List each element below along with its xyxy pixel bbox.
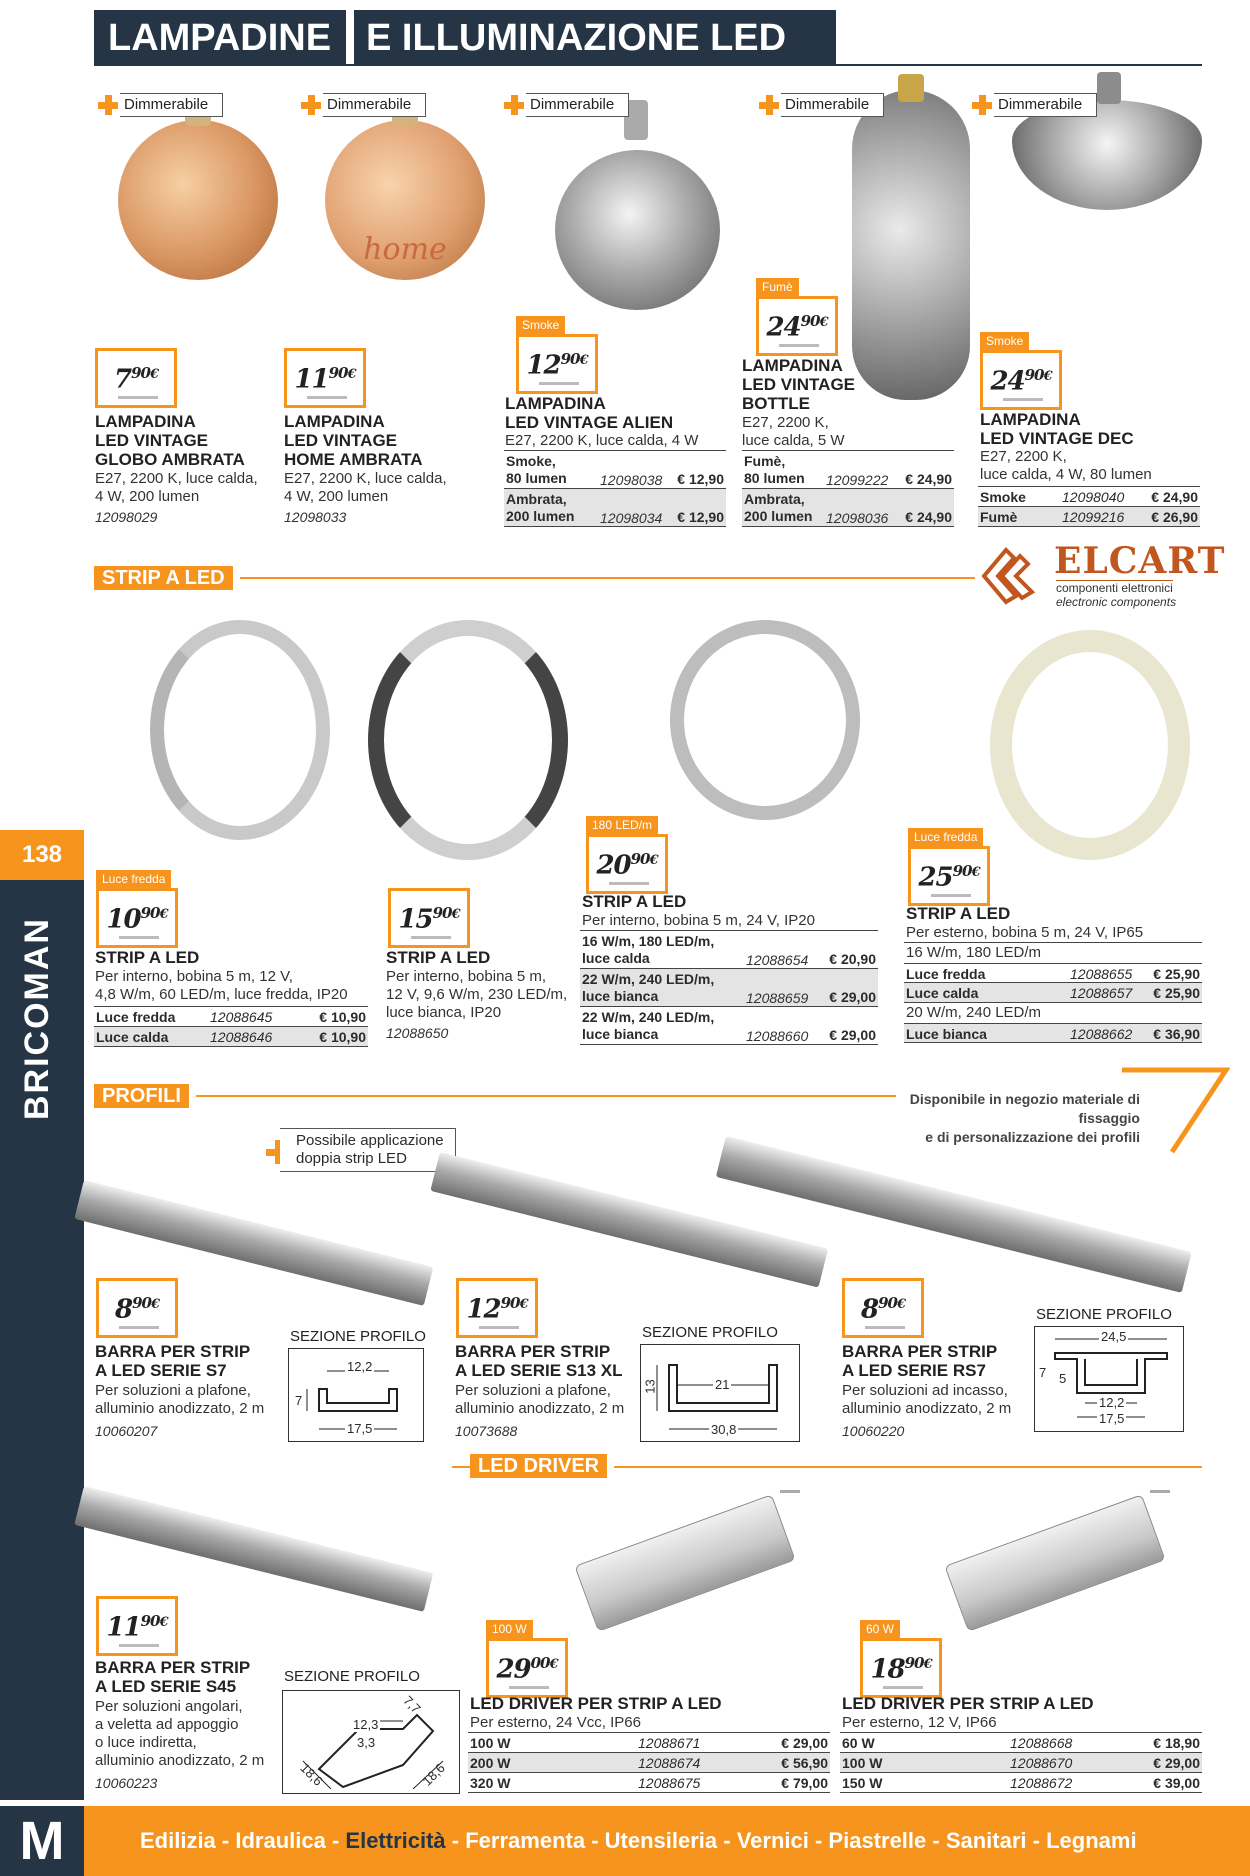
bulb-image-bottle xyxy=(852,90,970,400)
plus-icon xyxy=(299,93,323,117)
price-box xyxy=(284,348,366,408)
variant-code: 12098034 xyxy=(600,510,663,526)
footer-category: Edilizia xyxy=(140,1828,216,1853)
product-desc: E27, 2200 K, luce calda, 4 W, 80 lumen xyxy=(980,448,1152,483)
price-box xyxy=(756,296,838,356)
double-strip-badge xyxy=(266,1128,456,1172)
sidebar xyxy=(0,0,84,1876)
badge-text: Possibile applicazione doppia strip LED xyxy=(280,1128,456,1172)
price: $25^{90€}$ xyxy=(918,862,980,893)
product-title: STRIP A LED xyxy=(386,948,491,967)
product-title: LAMPADINA LED VINTAGE HOME AMBRATA xyxy=(284,412,423,469)
driver-image-1 xyxy=(574,1494,795,1632)
variant-row: 200 W 12088674 € 56,90 xyxy=(470,1755,828,1771)
variant-table xyxy=(504,450,726,526)
variant-table xyxy=(904,942,1202,1042)
profile-bar-image-4 xyxy=(74,1486,433,1612)
variant-table xyxy=(840,1732,1202,1791)
variant-row: 100 W 12088670 € 29,00 xyxy=(842,1755,1200,1771)
footer-category: Ferramenta xyxy=(465,1828,586,1853)
strip-image-1 xyxy=(150,620,330,840)
page-title-part1: LAMPADINE xyxy=(94,10,346,66)
dim-label: 7,7 xyxy=(400,1692,424,1717)
variant-row: Smoke 12098040 € 24,90 xyxy=(980,489,1198,505)
dimmable-label: Dimmerabile xyxy=(994,93,1097,117)
dim-label: 24,5 xyxy=(1101,1329,1127,1344)
product-desc: Per esterno, bobina 5 m, 24 V, IP65 xyxy=(906,924,1144,941)
dimmable-label: Dimmerabile xyxy=(526,93,629,117)
variant-row: 100 W 12088671 € 29,00 xyxy=(470,1735,828,1751)
product-desc: E27, 2200 K, luce calda, 4 W xyxy=(505,432,699,449)
price: $11^{90€}$ xyxy=(106,1612,168,1643)
section-profile-label: SEZIONE PROFILO xyxy=(284,1668,420,1685)
product-desc: E27, 2200 K, luce calda, 5 W xyxy=(742,414,845,449)
price: $29^{00€}$ xyxy=(496,1654,558,1685)
variant-code: 12098036 xyxy=(826,510,889,526)
price-box xyxy=(456,1278,538,1338)
variant-row xyxy=(742,451,954,489)
section-profile-label: SEZIONE PROFILO xyxy=(642,1324,778,1341)
bulb-cap-dec xyxy=(1097,72,1121,104)
profile-section-diagram xyxy=(282,1690,460,1794)
arrow-chevron-icon xyxy=(1120,1066,1230,1158)
driver-image-2 xyxy=(944,1494,1165,1632)
section-header-profili: PROFILI xyxy=(94,1084,189,1108)
section-rule xyxy=(614,1466,1202,1468)
price: $10^{90€}$ xyxy=(106,904,168,935)
price-box xyxy=(842,1278,924,1338)
footer-bar xyxy=(0,1806,1250,1876)
variant-tag: 100 W xyxy=(486,1620,533,1638)
page-number: 138 xyxy=(0,830,84,880)
variant-label: Ambrata, 200 lumen xyxy=(506,491,575,524)
elcart-logo xyxy=(976,540,1226,610)
variant-price: € 29,00 xyxy=(829,1027,876,1043)
variant-code: 12099222 xyxy=(826,472,889,488)
price-box xyxy=(486,1638,568,1698)
product-title: BARRA PER STRIP A LED SERIE RS7 xyxy=(842,1342,998,1380)
dim-label: 21 xyxy=(715,1377,730,1392)
section-rule xyxy=(452,1466,472,1468)
variant-table xyxy=(742,450,954,526)
variant-row: 60 W 12088668 € 18,90 xyxy=(842,1735,1200,1751)
elcart-mark-icon xyxy=(976,540,1046,610)
variant-price: € 29,00 xyxy=(829,989,876,1005)
product-title: STRIP A LED xyxy=(582,892,687,911)
variant-tag: Smoke xyxy=(980,332,1029,350)
driver-cable-1 xyxy=(780,1490,800,1493)
product-code: 12098033 xyxy=(284,509,347,525)
product-code: 10060220 xyxy=(842,1423,905,1439)
dim-label: 18,6 xyxy=(297,1760,326,1789)
variant-row xyxy=(504,451,726,489)
product-desc: Per interno, bobina 5 m, 24 V, IP20 xyxy=(582,912,815,929)
variant-code: 12088660 xyxy=(746,1028,809,1044)
dim-label: 3,3 xyxy=(357,1735,376,1750)
profile-section-diagram xyxy=(640,1344,800,1442)
price-box xyxy=(980,350,1062,410)
price: $8^{90€}$ xyxy=(114,1294,159,1325)
variant-code: 12098038 xyxy=(600,472,663,488)
variant-row: Luce fredda 12088655 € 25,90 xyxy=(904,963,1202,983)
product-desc: Per interno, bobina 5 m, 12 V, 9,6 W/m, 230 LED/m, luce bianca, IP20 xyxy=(386,968,568,1021)
dim-label: 18,6 xyxy=(419,1760,448,1789)
product-title: LAMPADINA LED VINTAGE DEC xyxy=(980,410,1134,448)
section-profile-label: SEZIONE PROFILO xyxy=(1036,1306,1172,1323)
product-desc: Per soluzioni a plafone, alluminio anodizzato, 2 m xyxy=(455,1382,625,1417)
variant-row xyxy=(504,489,726,527)
profile-section-diagram xyxy=(288,1348,424,1442)
product-desc: Per esterno, 12 V, IP66 xyxy=(842,1714,997,1731)
dim-label: 5 xyxy=(1059,1371,1067,1386)
section-rule xyxy=(240,577,975,579)
product-title: LAMPADINA LED VINTAGE ALIEN xyxy=(505,394,674,432)
price: $20^{90€}$ xyxy=(596,850,658,881)
plus-icon xyxy=(757,93,781,117)
strip-image-3 xyxy=(670,620,860,820)
profile-section-diagram xyxy=(1034,1326,1184,1432)
section-header-driver: LED DRIVER xyxy=(470,1454,607,1478)
variant-table xyxy=(978,486,1200,525)
dimmable-label: Dimmerabile xyxy=(323,93,426,117)
footer-category: Idraulica xyxy=(235,1828,326,1853)
variant-row: Luce fredda 12088645 € 10,90 xyxy=(96,1009,366,1025)
variant-label: Ambrata, 200 lumen xyxy=(744,491,813,524)
product-code: 10060207 xyxy=(95,1423,158,1439)
elcart-line2: electronic components xyxy=(1056,595,1177,609)
variant-row: Luce calda 12088657 € 25,90 xyxy=(906,985,1200,1001)
product-title: LED DRIVER PER STRIP A LED xyxy=(470,1694,722,1713)
price-box xyxy=(860,1638,942,1698)
price: $18^{90€}$ xyxy=(870,1654,932,1685)
variant-table xyxy=(580,930,878,1044)
variant-tag: Smoke xyxy=(516,316,565,334)
price-box xyxy=(96,888,178,948)
price-box xyxy=(96,1596,178,1656)
variant-tag: Luce fredda xyxy=(96,870,171,888)
strip-image-2 xyxy=(368,620,568,860)
product-desc: Per interno, bobina 5 m, 12 V, 4,8 W/m, 60 LED/m, luce fredda, IP20 xyxy=(95,968,348,1003)
brand-name: BRICOMAN xyxy=(18,917,56,1120)
price: $15^{90€}$ xyxy=(398,904,460,935)
dim-label: 12,3 xyxy=(353,1717,379,1732)
footer-category: Legnami xyxy=(1046,1828,1137,1853)
section-header-strip: STRIP A LED xyxy=(94,566,233,590)
product-title: LAMPADINA LED VINTAGE GLOBO AMBRATA xyxy=(95,412,245,469)
product-code: 10060223 xyxy=(95,1775,158,1791)
variant-price: € 12,90 xyxy=(677,509,724,525)
footer-logo: M xyxy=(0,1806,84,1876)
variant-row xyxy=(742,489,954,527)
price: $12^{90€}$ xyxy=(466,1294,528,1325)
footer-categories: Edilizia - Idraulica - Elettricità - Ferramenta - Utensileria - Vernici - Piastrelle - Sanitari - Legnami xyxy=(140,1828,1137,1853)
product-title: LED DRIVER PER STRIP A LED xyxy=(842,1694,1094,1713)
variant-row xyxy=(580,969,878,1007)
dimmable-label: Dimmerabile xyxy=(781,93,884,117)
page-title-part2: E ILLUMINAZIONE LED xyxy=(354,10,836,66)
product-code: 12098029 xyxy=(95,509,158,525)
price-box xyxy=(586,834,668,894)
profili-note: Disponibile in negozio materiale di fissaggio e di personalizzazione dei profili xyxy=(909,1091,1140,1145)
variant-table xyxy=(94,1006,368,1045)
product-title: STRIP A LED xyxy=(906,904,1011,923)
dim-label: 17,5 xyxy=(347,1421,373,1436)
dim-label: 12,2 xyxy=(347,1359,373,1374)
bulb-cap-bottle xyxy=(898,74,924,102)
dim-label: 13 xyxy=(642,1379,658,1394)
strip-image-4 xyxy=(990,630,1190,860)
product-title: BARRA PER STRIP A LED SERIE S7 xyxy=(95,1342,251,1380)
variant-price: € 24,90 xyxy=(905,509,952,525)
variant-tag: 60 W xyxy=(860,1620,900,1638)
dim-label: 30,8 xyxy=(711,1422,737,1437)
footer-category: Vernici xyxy=(736,1828,809,1853)
footer-category: Utensileria xyxy=(604,1828,718,1853)
product-desc: Per esterno, 24 Vcc, IP66 xyxy=(470,1714,641,1731)
dimmable-label: Dimmerabile xyxy=(120,93,223,117)
price: $8^{90€}$ xyxy=(860,1294,905,1325)
price-box xyxy=(96,1278,178,1338)
variant-group-label: 16 W/m, 180 LED/m xyxy=(906,944,1042,961)
price: $24^{90€}$ xyxy=(990,366,1052,397)
dim-label: 12,2 xyxy=(1099,1395,1125,1410)
product-title: BARRA PER STRIP A LED SERIE S45 xyxy=(95,1658,251,1696)
plus-icon xyxy=(96,93,120,117)
variant-row: 150 W 12088672 € 39,00 xyxy=(842,1775,1200,1791)
product-desc: Per soluzioni a plafone, alluminio anodizzato, 2 m xyxy=(95,1382,265,1417)
elcart-name: ELCART xyxy=(1054,540,1226,582)
filament-word: home xyxy=(363,232,447,267)
price: $7^{90€}$ xyxy=(113,364,158,395)
variant-row: 320 W 12088675 € 79,00 xyxy=(470,1775,828,1791)
variant-row xyxy=(580,931,878,969)
product-title: STRIP A LED xyxy=(95,948,200,967)
product-code: 12088650 xyxy=(386,1025,449,1041)
product-code: 10073688 xyxy=(455,1423,518,1439)
footer-category-active: Elettricità xyxy=(345,1828,446,1853)
variant-tag: 180 LED/m xyxy=(586,816,658,834)
product-desc: E27, 2200 K, luce calda, 4 W, 200 lumen xyxy=(95,470,258,505)
dim-label: 17,5 xyxy=(1099,1411,1125,1426)
section-rule xyxy=(196,1095,896,1097)
plus-icon xyxy=(502,93,526,117)
variant-label: Fumè, 80 lumen xyxy=(744,453,805,486)
product-title: BARRA PER STRIP A LED SERIE S13 XL xyxy=(455,1342,623,1380)
price: $24^{90€}$ xyxy=(766,312,828,343)
section-profile-label: SEZIONE PROFILO xyxy=(290,1328,426,1345)
variant-row: Luce bianca 12088662 € 36,90 xyxy=(904,1023,1202,1043)
footer-category: Sanitari xyxy=(945,1828,1027,1853)
product-title: LAMPADINA LED VINTAGE BOTTLE xyxy=(742,356,856,413)
product-desc: Per soluzioni ad incasso, alluminio anodizzato, 2 m xyxy=(842,1382,1012,1417)
product-desc: Per soluzioni angolari, a veletta ad appoggio o luce indiretta, alluminio anodizzato, 2 m xyxy=(95,1698,265,1769)
variant-price: € 20,90 xyxy=(829,951,876,967)
dim-label: 7 xyxy=(1039,1365,1047,1380)
variant-row: Fumè 12099216 € 26,90 xyxy=(980,509,1198,525)
variant-price: € 12,90 xyxy=(677,471,724,487)
bulb-image-alien xyxy=(555,150,720,310)
price-box xyxy=(95,348,177,408)
elcart-line1: componenti elettronici xyxy=(1056,581,1173,595)
variant-code: 12088654 xyxy=(746,952,809,968)
variant-row xyxy=(580,1007,878,1045)
variant-code: 12088659 xyxy=(746,990,809,1006)
price: $11^{90€}$ xyxy=(294,364,356,395)
variant-label: Smoke, 80 lumen xyxy=(506,453,567,486)
header-rule xyxy=(94,64,1202,66)
bulb-image-globo xyxy=(118,120,278,280)
dim-label: 7 xyxy=(295,1393,303,1408)
plus-icon xyxy=(970,93,994,117)
product-desc: E27, 2200 K, luce calda, 4 W, 200 lumen xyxy=(284,470,447,505)
variant-row: Luce calda 12088646 € 10,90 xyxy=(96,1029,366,1045)
driver-cable-2 xyxy=(1150,1490,1170,1493)
variant-table xyxy=(468,1732,830,1791)
variant-tag: Fumè xyxy=(756,278,799,296)
variant-group-label: 20 W/m, 240 LED/m xyxy=(906,1004,1042,1021)
price-box xyxy=(908,846,990,906)
variant-label: 16 W/m, 180 LED/m, luce calda xyxy=(582,933,715,966)
variant-label: 22 W/m, 240 LED/m, luce bianca xyxy=(582,1009,715,1042)
price-box xyxy=(388,888,470,948)
price-box xyxy=(516,334,598,394)
variant-tag: Luce fredda xyxy=(908,828,983,846)
variant-label: 22 W/m, 240 LED/m, luce bianca xyxy=(582,971,715,1004)
variant-price: € 24,90 xyxy=(905,471,952,487)
footer-category: Piastrelle xyxy=(828,1828,927,1853)
price: $12^{90€}$ xyxy=(526,350,588,381)
